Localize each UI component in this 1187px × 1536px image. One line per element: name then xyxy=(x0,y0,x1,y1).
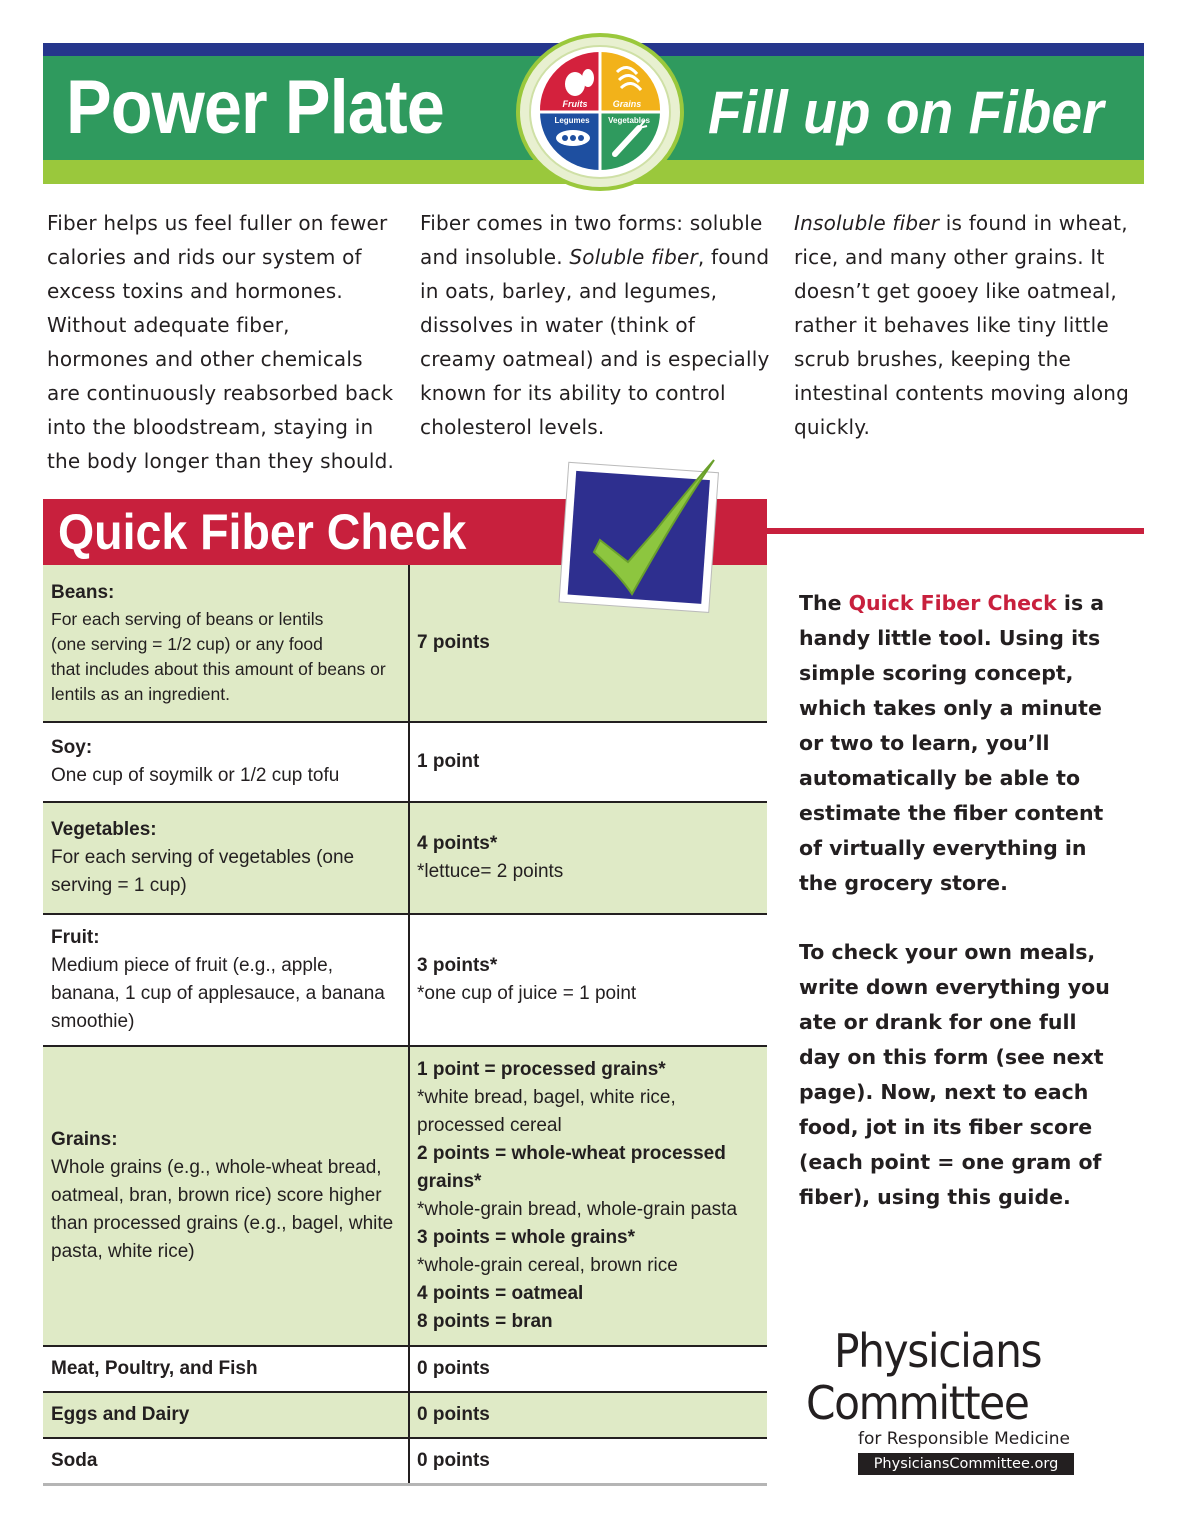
points-cell xyxy=(409,1046,767,1346)
quick-fiber-check-title: Quick Fiber Check xyxy=(58,504,467,560)
food-name: Grains: xyxy=(51,1129,118,1150)
points-value: 0 points xyxy=(417,1449,490,1471)
food-cell xyxy=(43,722,409,802)
points-cell xyxy=(409,722,767,802)
points-note: *lettuce= 2 points xyxy=(417,861,564,882)
table-row xyxy=(43,1346,767,1392)
logo-committee: Committee xyxy=(806,1376,1029,1430)
sidebar-intro-paragraph xyxy=(799,586,1119,901)
points-note: *whole-grain cereal, brown rice xyxy=(417,1255,678,1276)
food-cell xyxy=(43,1346,409,1392)
plate-label-legumes: Legumes xyxy=(554,116,590,125)
points-value: 1 point xyxy=(417,751,480,772)
points-note: *white bread, bagel, white rice, xyxy=(417,1087,676,1108)
points-note: *one cup of juice = 1 point xyxy=(417,983,637,1004)
food-name: Soy: xyxy=(51,737,93,758)
logo-website: PhysiciansCommittee.org xyxy=(858,1453,1074,1475)
sidebar-text-a: The xyxy=(799,591,849,615)
section-divider-rule xyxy=(767,528,1144,534)
food-description-line: For each serving of beans or lentils xyxy=(51,609,324,629)
food-description-line: (one serving = 1/2 cup) or any food xyxy=(51,634,323,654)
food-name: Beans: xyxy=(51,582,115,603)
points-value: 2 points = whole-wheat processed xyxy=(417,1143,726,1164)
page-subtitle: Fill up on Fiber xyxy=(708,79,1104,146)
food-description-line: For each serving of vegetables (one xyxy=(51,847,355,868)
food-description-line: oatmeal, bran, brown rice) score higher xyxy=(51,1185,382,1206)
food-cell xyxy=(43,1046,409,1346)
food-name: Eggs and Dairy xyxy=(51,1404,190,1425)
food-cell xyxy=(43,802,409,914)
plate-label-grains: Grains xyxy=(612,99,642,109)
food-cell xyxy=(43,565,409,722)
points-note: processed cereal xyxy=(417,1115,562,1136)
table-row xyxy=(43,1046,767,1346)
food-description-line: lentils as an ingredient. xyxy=(51,684,230,704)
food-description-line: pasta, white rice) xyxy=(51,1241,195,1262)
plate-label-vegetables: Vegetables xyxy=(608,116,650,125)
intro-col2-text-c: , found in oats, barley, and legumes, dissolves in water (think of creamy oatmeal) and is especially known for its ability to control cholesterol levels. xyxy=(420,245,770,439)
sidebar-text-c: is a handy little tool. Using its simple scoring concept, which takes only a minute or two to learn, you’ll automatically be able to estimate the fiber content of virtually everything in the grocery store. xyxy=(799,591,1105,895)
food-cell xyxy=(43,1392,409,1438)
table-row xyxy=(43,722,767,802)
sidebar-instructions-paragraph: To check your own meals, write down everything you ate or drank for one full day on this form (see next page). Now, next to each food, jot in its fiber score (each point = one gram of fiber), using this guide. xyxy=(799,940,1110,1209)
food-description-line: serving = 1 cup) xyxy=(51,875,187,896)
points-cell xyxy=(409,1392,767,1438)
plate-label-fruits: Fruits xyxy=(562,99,588,109)
points-value: 3 points = whole grains* xyxy=(417,1227,636,1248)
intro-column-3 xyxy=(794,206,1144,444)
food-description-line: than processed grains (e.g., bagel, white xyxy=(51,1213,394,1234)
points-cell xyxy=(409,802,767,914)
power-plate-logo-icon xyxy=(515,32,685,192)
points-value: 8 points = bran xyxy=(417,1311,553,1332)
points-value: 4 points = oatmeal xyxy=(417,1283,584,1304)
points-value: 1 point = processed grains* xyxy=(417,1059,666,1080)
food-name: Fruit: xyxy=(51,927,100,948)
points-value: 0 points xyxy=(417,1358,490,1379)
points-cell xyxy=(409,914,767,1046)
points-value: 4 points* xyxy=(417,833,498,854)
food-description-line: One cup of soymilk or 1/2 cup tofu xyxy=(51,765,340,786)
logo-tagline: for Responsible Medicine xyxy=(858,1429,1071,1449)
points-value: 7 points xyxy=(417,632,490,653)
food-description-line: that includes about this amount of beans or xyxy=(51,659,386,679)
intro-col3-text-b: is found in wheat, rice, and many other grains. It doesn’t get gooey like oatmeal, rather it behaves like tiny little scrub brushes, keeping the intestinal contents moving along quickly. xyxy=(794,211,1130,439)
food-name: Soda xyxy=(51,1449,98,1471)
food-description-line: banana, 1 cup of applesauce, a banana xyxy=(51,983,385,1004)
food-cell xyxy=(43,914,409,1046)
intro-col3-insoluble-term: Insoluble fiber xyxy=(794,211,940,235)
sidebar-highlight-title: Quick Fiber Check xyxy=(848,591,1057,615)
points-cell xyxy=(409,1346,767,1392)
points-value: 3 points* xyxy=(417,955,498,976)
points-note: *whole-grain bread, whole-grain pasta xyxy=(417,1199,738,1220)
points-value: grains* xyxy=(417,1171,482,1192)
intro-column-2 xyxy=(420,206,770,444)
checkmark-icon xyxy=(548,444,748,624)
food-description-line: smoothie) xyxy=(51,1011,135,1032)
fiber-score-table xyxy=(43,565,767,1486)
food-name: Meat, Poultry, and Fish xyxy=(51,1358,258,1379)
food-description-line: Medium piece of fruit (e.g., apple, xyxy=(51,955,333,976)
table-row xyxy=(43,802,767,914)
food-name: Vegetables: xyxy=(51,819,157,840)
table-row xyxy=(43,1392,767,1438)
intro-col2-text-a: Fiber comes in two forms: soluble and insoluble. xyxy=(420,211,763,269)
page-title: Power Plate xyxy=(66,65,444,150)
points-value: 0 points xyxy=(417,1404,490,1425)
intro-column-1: Fiber helps us feel fuller on fewer calories and rids our system of excess toxins and hormones. Without adequate fiber, hormones and other chemicals are continuously reabsorbed back into the bloodstream, staying in the body longer than they should. xyxy=(47,211,395,473)
food-description-line: Whole grains (e.g., whole-wheat bread, xyxy=(51,1157,382,1178)
table-row xyxy=(43,914,767,1046)
table-row xyxy=(43,1438,767,1484)
food-cell xyxy=(43,1438,409,1484)
intro-col2-soluble-term: Soluble fiber xyxy=(569,245,698,269)
points-cell xyxy=(409,1438,767,1484)
logo-physicians: Physicians xyxy=(834,1324,1042,1378)
